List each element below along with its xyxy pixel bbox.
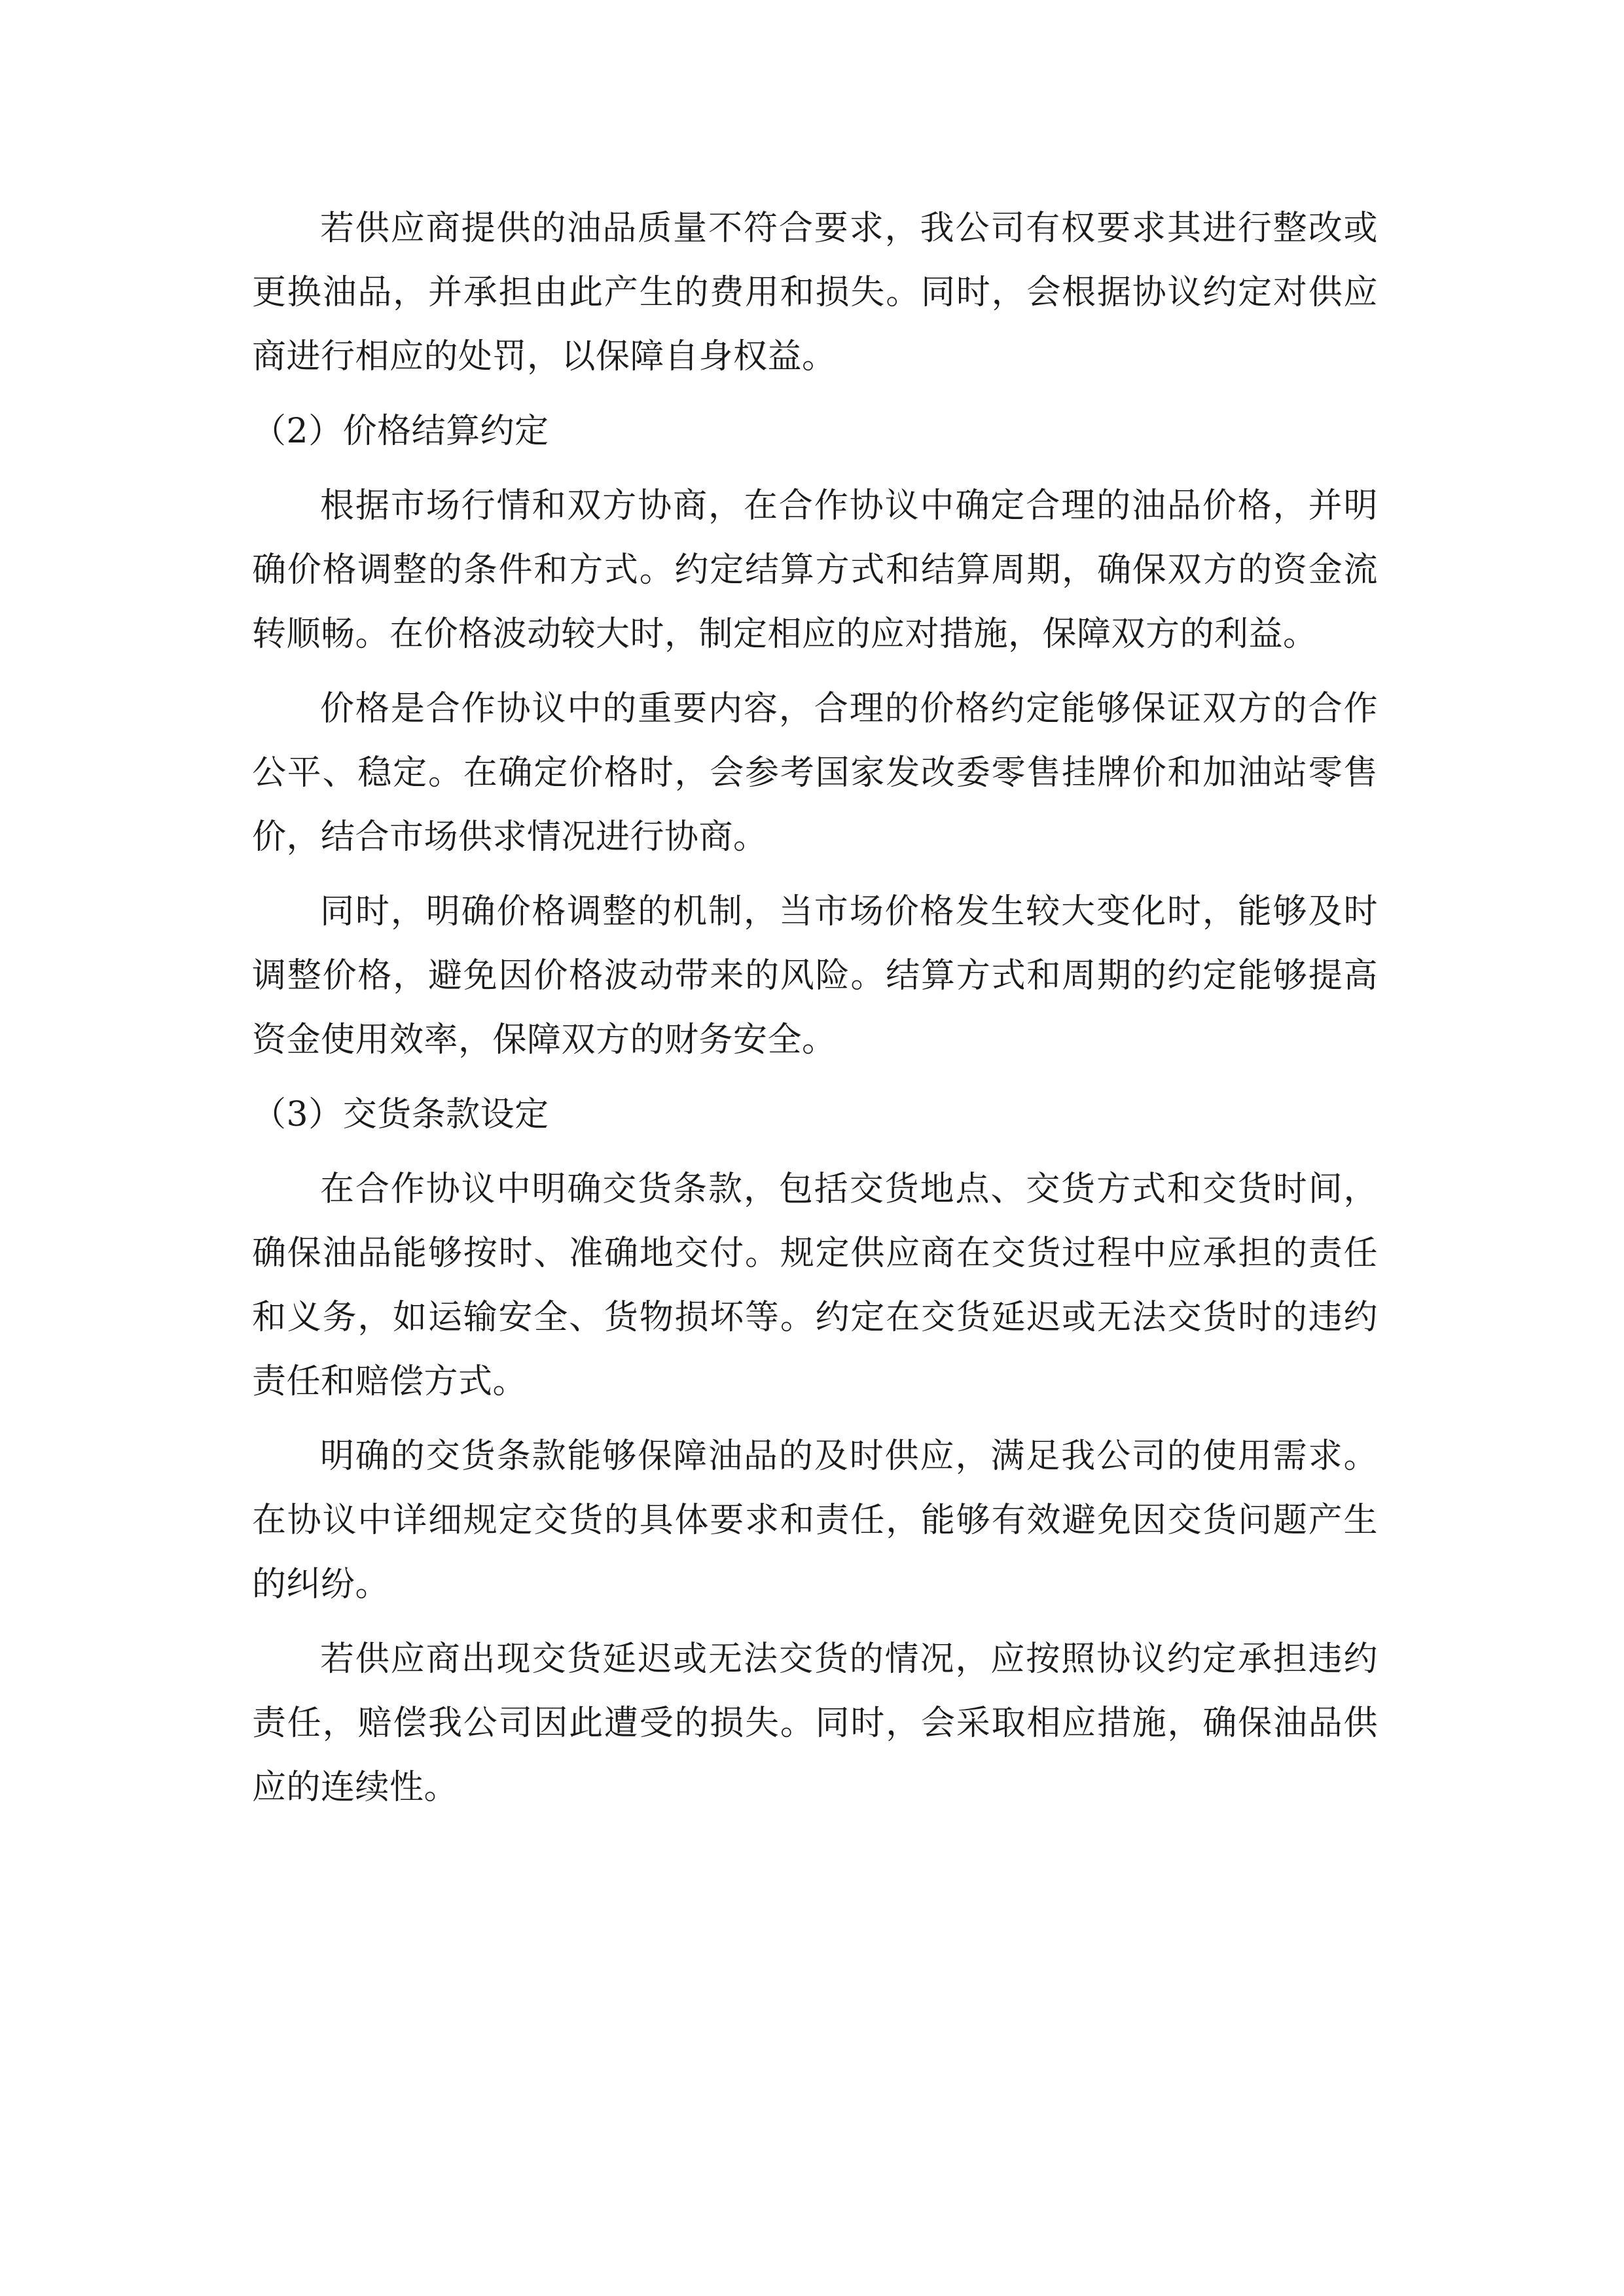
document-body xyxy=(252,196,1378,1830)
para-price-importance: 价格是合作协议中的重要内容，合理的价格约定能够保证双方的合作公平、稳定。在确定价格时，会参考国家发改委零售挂牌价和加油站零售价，结合市场供求情况进行协商。 xyxy=(252,689,1378,857)
para-delivery-breach: 若供应商出现交货延迟或无法交货的情况，应按照协议约定承担违约责任，赔偿我公司因此遭受的损失。同时，会采取相应措施，确保油品供应的连续性。 xyxy=(252,1640,1378,1807)
para-price-determination: 根据市场行情和双方协商，在合作协议中确定合理的油品价格，并明确价格调整的条件和方式。约定结算方式和结算周期，确保双方的资金流转顺畅。在价格波动较大时，制定相应的应对措施，保障双方的利益。 xyxy=(252,486,1378,654)
para-price-adjustment: 同时，明确价格调整的机制，当市场价格发生较大变化时，能够及时调整价格，避免因价格波动带来的风险。结算方式和周期的约定能够提高资金使用效率，保障双方的财务安全。 xyxy=(252,892,1378,1060)
heading-price-settlement: （2）价格结算约定 xyxy=(252,412,549,451)
heading-delivery-terms: （3）交货条款设定 xyxy=(252,1095,549,1134)
para-quality-rectification: 若供应商提供的油品质量不符合要求，我公司有权要求其进行整改或更换油品，并承担由此产生的费用和损失。同时，会根据协议约定对供应商进行相应的处罚，以保障自身权益。 xyxy=(252,209,1378,376)
para-delivery-benefit: 明确的交货条款能够保障油品的及时供应，满足我公司的使用需求。在协议中详细规定交货的具体要求和责任，能够有效避免因交货问题产生的纠纷。 xyxy=(252,1437,1378,1604)
para-delivery-terms: 在合作协议中明确交货条款，包括交货地点、交货方式和交货时间，确保油品能够按时、准确地交付。规定供应商在交货过程中应承担的责任和义务，如运输安全、货物损坏等。约定在交货延迟或无法交货时的违约责任和赔偿方式。 xyxy=(252,1170,1378,1401)
